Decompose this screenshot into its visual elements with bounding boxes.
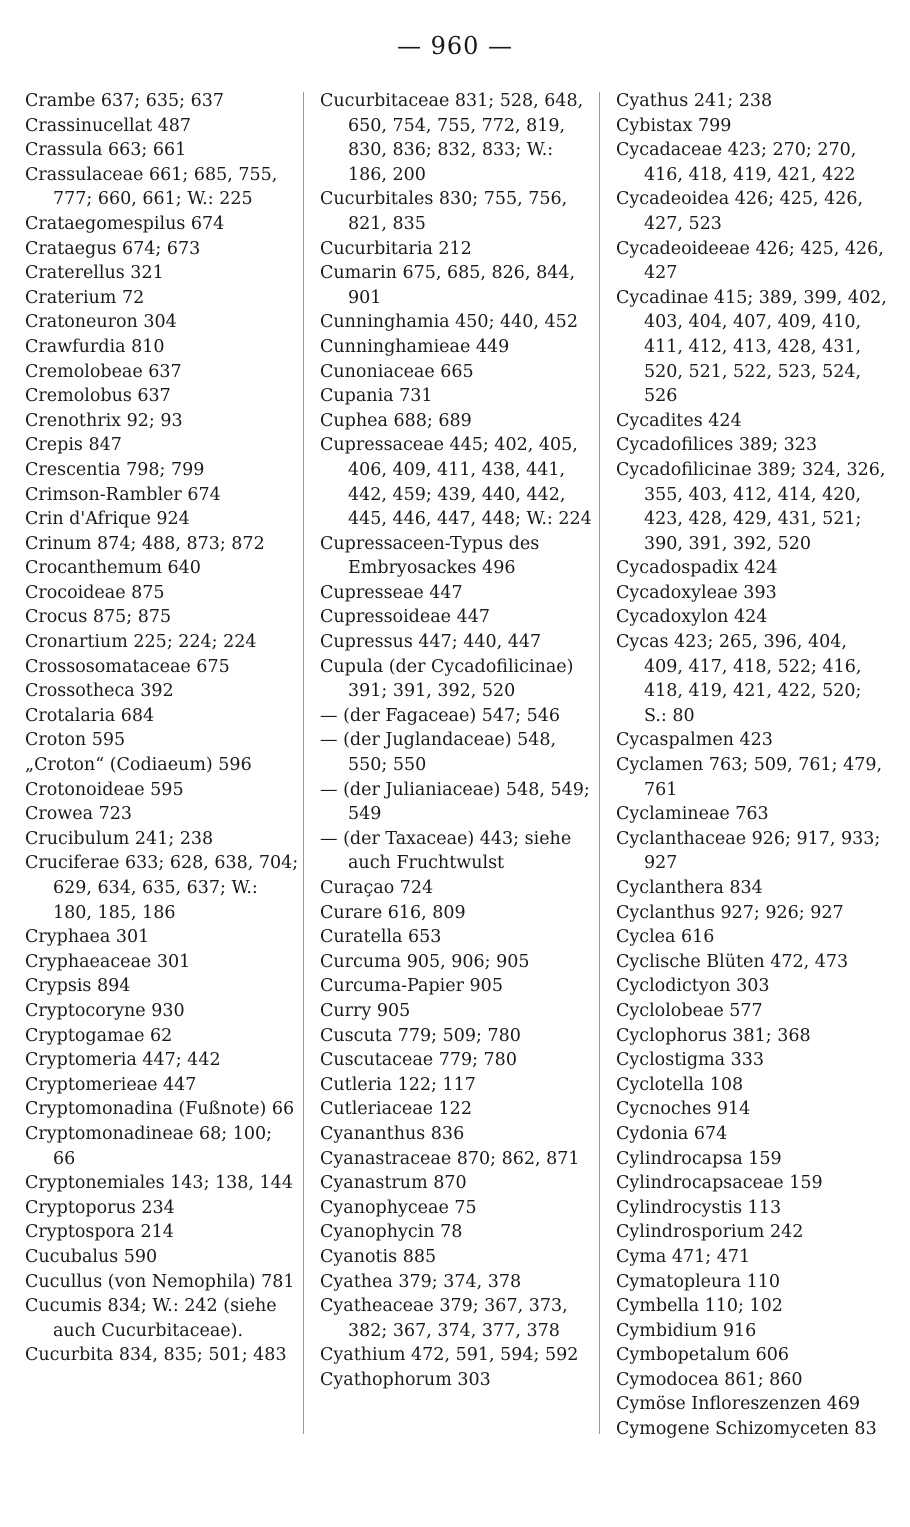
index-entry: Cuphea 688; 689 — [320, 410, 472, 431]
index-entry: Cymogene Schizomyceten 83 — [616, 1419, 877, 1440]
index-entry: Cupressus 447; 440, 447 — [320, 632, 542, 653]
index-entry: Cuscuta 779; 509; 780 — [320, 1025, 521, 1046]
index-entry: Crossosomataceae 675 — [25, 656, 230, 677]
index-entry: Cyanophycin 78 — [320, 1222, 463, 1243]
index-entry: Crocus 875; 875 — [25, 607, 172, 628]
index-entry: Crotonoideae 595 — [25, 779, 184, 800]
index-entry: Crenothrix 92; 93 — [25, 410, 183, 431]
index-entry: Cycadites 424 — [616, 410, 742, 431]
index-entry: Cycadaceae 423; 270; 270, 416, 418, 419, 421, 422 — [616, 140, 857, 185]
index-entry: Cryphaea 301 — [25, 927, 150, 948]
index-entry: Cruciferae 633; 628, 638, 704; 629, 634, 635, 637; W.: 180, 185, 186 — [25, 853, 299, 923]
index-entry: Crescentia 798; 799 — [25, 459, 205, 480]
index-entry: Cyclanthera 834 — [616, 878, 763, 898]
index-entry: Cylindrocapsaceae 159 — [616, 1173, 823, 1194]
index-entry: Cratoneuron 304 — [25, 312, 177, 333]
index-entry: Crepis 847 — [25, 435, 122, 456]
index-entry: Cyathea 379; 374, 378 — [320, 1271, 522, 1292]
index-entry: Cyclamineae 763 — [616, 804, 769, 825]
index-entry: Cylindrocystis 113 — [616, 1197, 782, 1218]
index-entry: Cyclanthaceae 926; 917, 933; 927 — [616, 828, 881, 874]
index-entry: Cycadoxylon 424 — [616, 607, 768, 628]
index-entry: Cucullus (von Nemophila) 781 — [25, 1271, 295, 1292]
index-entry: Cyanastrum 870 — [320, 1173, 467, 1194]
index-entry: Crossotheca 392 — [25, 681, 174, 702]
index-entry: Cymöse Infloreszenzen 469 — [616, 1394, 861, 1415]
index-entry: Curcuma-Papier 905 — [320, 976, 503, 997]
index-entry: Cryptogamae 62 — [25, 1025, 173, 1046]
index-entry: Cycadeoideeae 426; 425, 426, 427 — [616, 238, 884, 284]
index-entry: Cucumis 834; W.: 242 (siehe auch Cucurbitaceae). — [25, 1296, 277, 1341]
index-entry: Curare 616, 809 — [320, 902, 466, 923]
index-entry: Cyclische Blüten 472, 473 — [616, 951, 849, 972]
index-entry: Craterellus 321 — [25, 263, 164, 284]
index-entry: Cryptomonadina (Fußnote) 66 — [25, 1099, 295, 1120]
index-entry: Cyanastraceae 870; 862, 871 — [320, 1148, 580, 1169]
index-entry: Cucurbitales 830; 755, 756, 821, 835 — [320, 189, 568, 234]
index-entry: — (der Fagaceae) 547; 546 — [320, 705, 561, 726]
index-entry: Cupressaceen-Typus des Embryosackes 496 — [320, 533, 540, 579]
index-entry: Cyanotis 885 — [320, 1246, 437, 1267]
index-entry: Crin d'Afrique 924 — [25, 509, 190, 530]
index-entry: „Croton“ (Codiaeum) 596 — [25, 755, 252, 776]
index-entry: Cyatheaceae 379; 367, 373, 382; 367, 374, 377, 378 — [320, 1296, 568, 1341]
index-entry: Cyclanthus 927; 926; 927 — [616, 902, 844, 923]
index-entry: Cunninghamieae 449 — [320, 336, 510, 357]
index-entry: Cucurbitaria 212 — [320, 238, 472, 259]
index-entry: Cymodocea 861; 860 — [616, 1369, 803, 1390]
index-entry: Crassula 663; 661 — [25, 140, 187, 161]
index-entry: Cyclotella 108 — [616, 1074, 744, 1095]
index-entry: Cyclophorus 381; 368 — [616, 1025, 811, 1046]
index-entry: Cycadinae 415; 389, 399, 402, 403, 404, 407, 409, 410, 411, 412, 413, 428, 431, 520, 521, 522, 523, 524, 526 — [616, 287, 887, 407]
index-entry: Crataegomespilus 674 — [25, 213, 225, 234]
index-entry: Cycas 423; 265, 396, 404, 409, 417, 418, 522; 416, 418, 419, 421, 422, 520; S.: 80 — [616, 632, 862, 726]
index-entry: Cyclea 616 — [616, 927, 715, 948]
index-entry: Crimson-Rambler 674 — [25, 484, 221, 505]
index-entry: Crassulaceae 661; 685, 755, 777; 660, 661; W.: 225 — [25, 164, 278, 210]
index-entry: Crocanthemum 640 — [25, 558, 201, 579]
index-entry: Cycadospadix 424 — [616, 558, 778, 579]
index-entry: Crocoideae 875 — [25, 582, 165, 603]
index-entry: Cybistax 799 — [616, 115, 732, 136]
index-entry: Cremolobus 637 — [25, 386, 171, 407]
index-entry: Cryptomerieae 447 — [25, 1074, 197, 1095]
column-divider-1 — [303, 92, 304, 1434]
index-entry: Craterium 72 — [25, 287, 145, 308]
index-entry: Crataegus 674; 673 — [25, 238, 201, 259]
index-entry: — (der Taxaceae) 443; siehe auch Fruchtwulst — [320, 828, 572, 874]
index-entry: Crypsis 894 — [25, 976, 131, 997]
index-entry: Cryphaeaceae 301 — [25, 951, 191, 972]
index-entry: Cyathium 472, 591, 594; 592 — [320, 1345, 579, 1366]
index-entry: Cymatopleura 110 — [616, 1271, 781, 1292]
index-entry: Cyathus 241; 238 — [616, 91, 773, 111]
index-entry: Cyclostigma 333 — [616, 1050, 765, 1071]
index-entry: Cymbidium 916 — [616, 1320, 757, 1341]
index-entry: Curcuma 905, 906; 905 — [320, 951, 530, 972]
index-entry: Croton 595 — [25, 730, 126, 751]
index-entry: — (der Julianiaceae) 548, 549; 549 — [320, 779, 590, 825]
index-column-2 — [320, 89, 594, 1392]
index-entry: Crambe 637; 635; 637 — [25, 91, 225, 111]
index-entry: Crawfurdia 810 — [25, 336, 165, 357]
index-entry: Cyclodictyon 303 — [616, 976, 770, 997]
index-entry: Cyma 471; 471 — [616, 1246, 751, 1267]
index-entry: Cyclolobeae 577 — [616, 1000, 763, 1021]
index-entry: Cunoniaceae 665 — [320, 361, 474, 382]
index-entry: Cyananthus 836 — [320, 1123, 465, 1144]
index-entry: Cutleria 122; 117 — [320, 1074, 476, 1095]
index-entry: Cyathophorum 303 — [320, 1369, 491, 1390]
index-entry: Cymbella 110; 102 — [616, 1296, 783, 1317]
page-number: — 960 — — [396, 32, 514, 60]
index-entry: Cycadofilices 389; 323 — [616, 435, 818, 456]
index-entry: Cupresseae 447 — [320, 582, 463, 603]
index-column-1 — [25, 89, 299, 1368]
index-entry: Cucubalus 590 — [25, 1246, 158, 1267]
index-entry: Cyanophyceae 75 — [320, 1197, 477, 1218]
index-entry: Crinum 874; 488, 873; 872 — [25, 533, 265, 554]
index-entry: Cylindrosporium 242 — [616, 1222, 804, 1243]
index-entry: Cutleriaceae 122 — [320, 1099, 472, 1120]
index-entry: Cumarin 675, 685, 826, 844, 901 — [320, 263, 576, 308]
index-entry: Crassinucellat 487 — [25, 115, 192, 136]
index-entry: Cryptoporus 234 — [25, 1197, 175, 1218]
index-entry: Cronartium 225; 224; 224 — [25, 632, 257, 653]
index-entry: Crowea 723 — [25, 804, 133, 825]
index-entry: Curatella 653 — [320, 927, 442, 948]
index-entry: Cycaspalmen 423 — [616, 730, 773, 751]
index-entry: Cryptomonadineae 68; 100; 66 — [25, 1123, 273, 1169]
index-entry: Cycadofilicinae 389; 324, 326, 355, 403, 412, 414, 420, 423, 428, 429, 431, 521; 390, 391, 392, 520 — [616, 459, 886, 554]
index-entry: Cycadoxyleae 393 — [616, 582, 777, 603]
index-entry: Cremolobeae 637 — [25, 361, 182, 382]
index-entry: Cupressaceae 445; 402, 405, 406, 409, 411, 438, 441, 442, 459; 439, 440, 442, 445, 446, 447, 448; W.: 224 — [320, 435, 592, 530]
index-entry: Curaçao 724 — [320, 878, 434, 898]
index-entry: Cuscutaceae 779; 780 — [320, 1050, 517, 1071]
index-entry: Cucurbita 834, 835; 501; 483 — [25, 1345, 287, 1366]
index-entry: Cryptospora 214 — [25, 1222, 174, 1243]
index-entry: Cyclamen 763; 509, 761; 479, 761 — [616, 755, 883, 800]
index-entry: Crotalaria 684 — [25, 705, 155, 726]
column-divider-2 — [599, 92, 600, 1434]
index-entry: Cryptonemiales 143; 138, 144 — [25, 1173, 293, 1194]
index-entry: Crucibulum 241; 238 — [25, 828, 214, 849]
index-entry: Cunninghamia 450; 440, 452 — [320, 312, 578, 333]
index-entry: Cryptocoryne 930 — [25, 1000, 185, 1021]
index-entry: Cycadeoidea 426; 425, 426, 427, 523 — [616, 189, 864, 234]
index-entry: — (der Juglandaceae) 548, 550; 550 — [320, 730, 557, 776]
index-column-3 — [616, 89, 888, 1442]
index-entry: Cycnoches 914 — [616, 1099, 751, 1120]
index-entry: Cucurbitaceae 831; 528, 648, 650, 754, 755, 772, 819, 830, 836; 832, 833; W.: 186, 200 — [320, 91, 584, 185]
index-entry: Cupania 731 — [320, 386, 433, 407]
index-entry: Curry 905 — [320, 1000, 411, 1021]
index-entry: Cylindrocapsa 159 — [616, 1148, 782, 1169]
index-entry: Cupula (der Cycadofilicinae) 391; 391, 392, 520 — [320, 656, 574, 702]
index-entry: Cupressoideae 447 — [320, 607, 490, 628]
index-entry: Cydonia 674 — [616, 1123, 728, 1144]
index-entry: Cryptomeria 447; 442 — [25, 1050, 221, 1071]
index-entry: Cymbopetalum 606 — [616, 1345, 790, 1366]
